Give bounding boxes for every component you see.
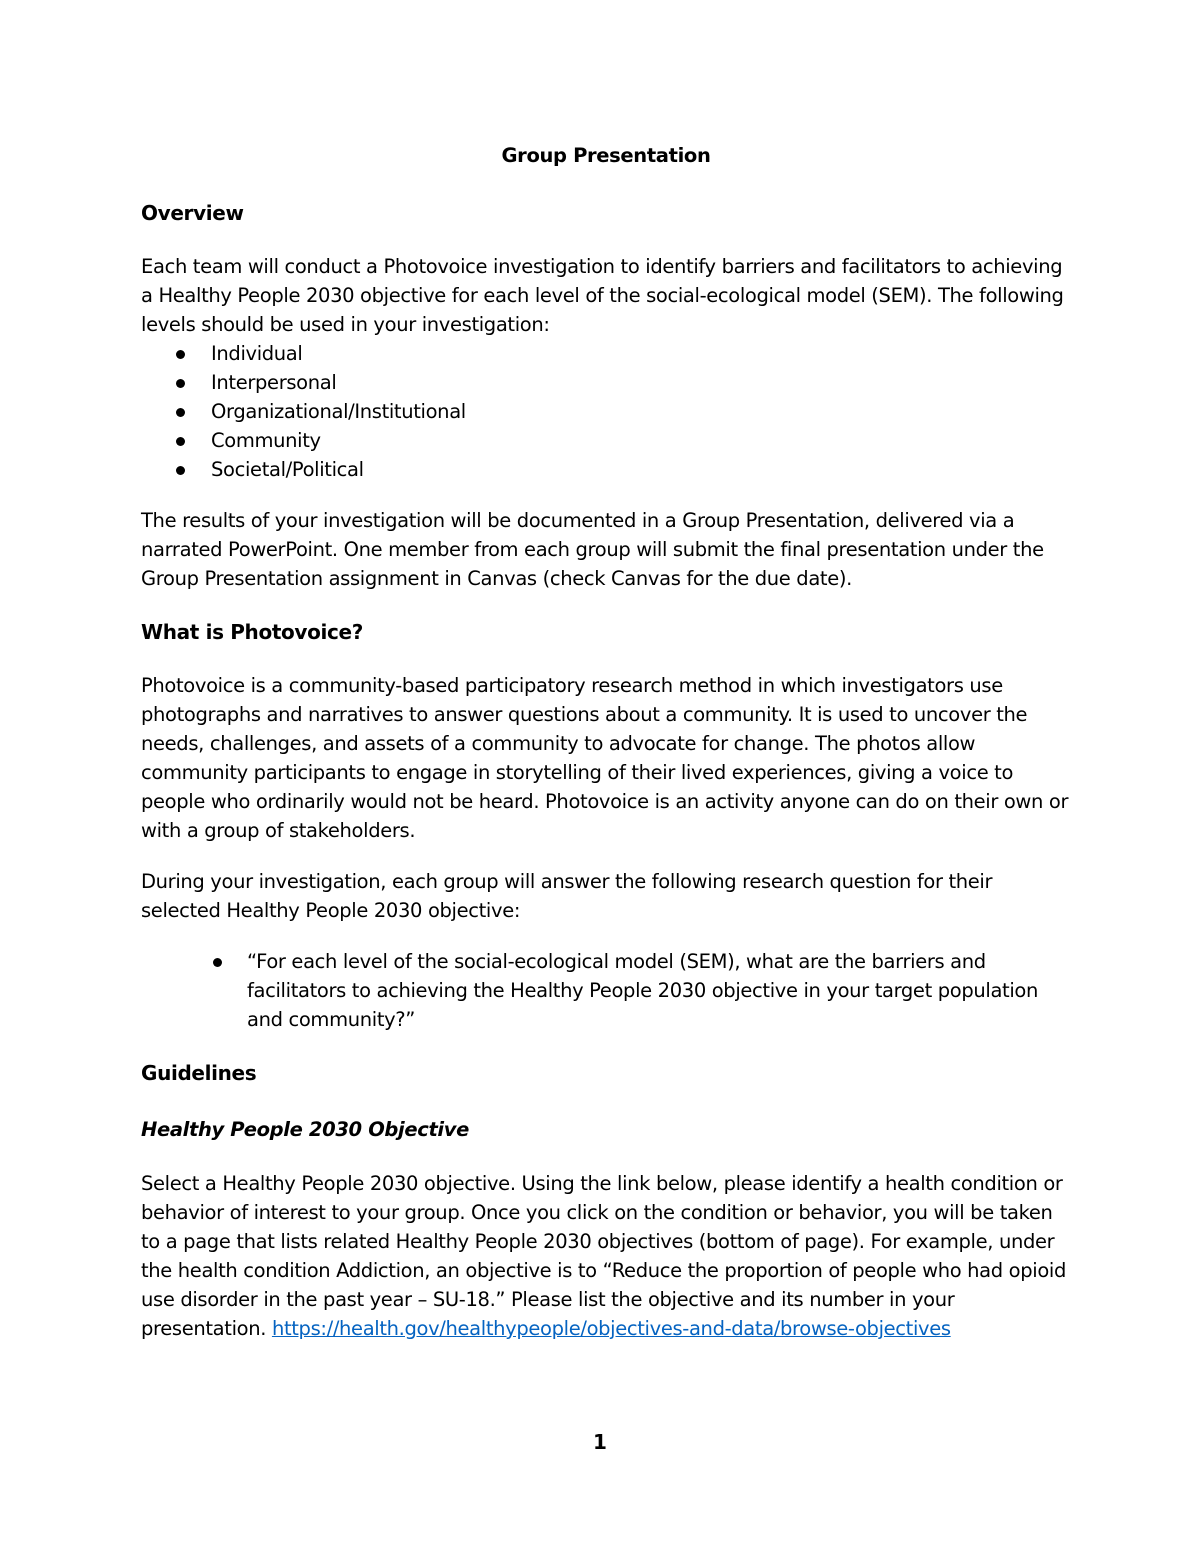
photovoice-heading: What is Photovoice? — [141, 620, 363, 644]
overview-intro-paragraph: Each team will conduct a Photovoice investigation to identify barriers and facilitators to achieving a Healthy People 2030 objective for each level of the social-ecological model (SEM). The following levels should be used in your investigation: — [141, 255, 1064, 336]
objective-paragraph — [141, 1169, 1071, 1343]
objective-subheading: Healthy People 2030 Objective — [141, 1118, 469, 1141]
list-item: Community — [141, 426, 1071, 455]
research-question-list — [141, 947, 1071, 1034]
photovoice-description-paragraph: Photovoice is a community-based participatory research method in which investigators use photographs and narratives to answer questions about a community. It is used to uncover the needs, challenges, and assets of a community to advocate for change. The photos allow community participants to engage in storytelling of their lived experiences, giving a voice to people who ordinarily would not be heard. Photovoice is an activity anyone can do on their own or with a group of stakeholders. — [141, 674, 1069, 842]
guidelines-heading: Guidelines — [141, 1061, 257, 1085]
sem-levels-list — [141, 339, 1071, 484]
document-title: Group Presentation — [501, 144, 711, 167]
page-number: 1 — [593, 1430, 607, 1454]
list-item: Organizational/Institutional — [141, 397, 1071, 426]
overview-heading: Overview — [141, 201, 244, 225]
objective-body-text: Select a Healthy People 2030 objective. Using the link below, please identify a health condition or behavior of interest to your group. Once you click on the condition or behavior, you will be taken to a page that lists related Healthy People 2030 objectives (bottom of page). For example, under the health condition Addiction, an objective is to “Reduce the proportion of people who had opioid use disorder in the past year – SU-18.” Please list the objective and its number in your presentation. — [141, 1172, 1066, 1340]
results-paragraph: The results of your investigation will be documented in a Group Presentation, delivered via a narrated PowerPoint. One member from each group will submit the final presentation under the Group Presentation assignment in Canvas (check Canvas for the due date). — [141, 509, 1044, 590]
research-question: “For each level of the social-ecological model (SEM), what are the barriers and facilitators to achieving the Healthy People 2030 objective in your target population and community?” — [141, 947, 1071, 1034]
research-question-intro: During your investigation, each group will answer the following research question for their selected Healthy People 2030 objective: — [141, 870, 993, 922]
browse-objectives-link[interactable]: https://health.gov/healthypeople/objectives-and-data/browse-objectives — [271, 1317, 951, 1340]
list-item: Interpersonal — [141, 368, 1071, 397]
list-item: Societal/Political — [141, 455, 1071, 484]
document-body — [141, 138, 1071, 1343]
list-item: Individual — [141, 339, 1071, 368]
